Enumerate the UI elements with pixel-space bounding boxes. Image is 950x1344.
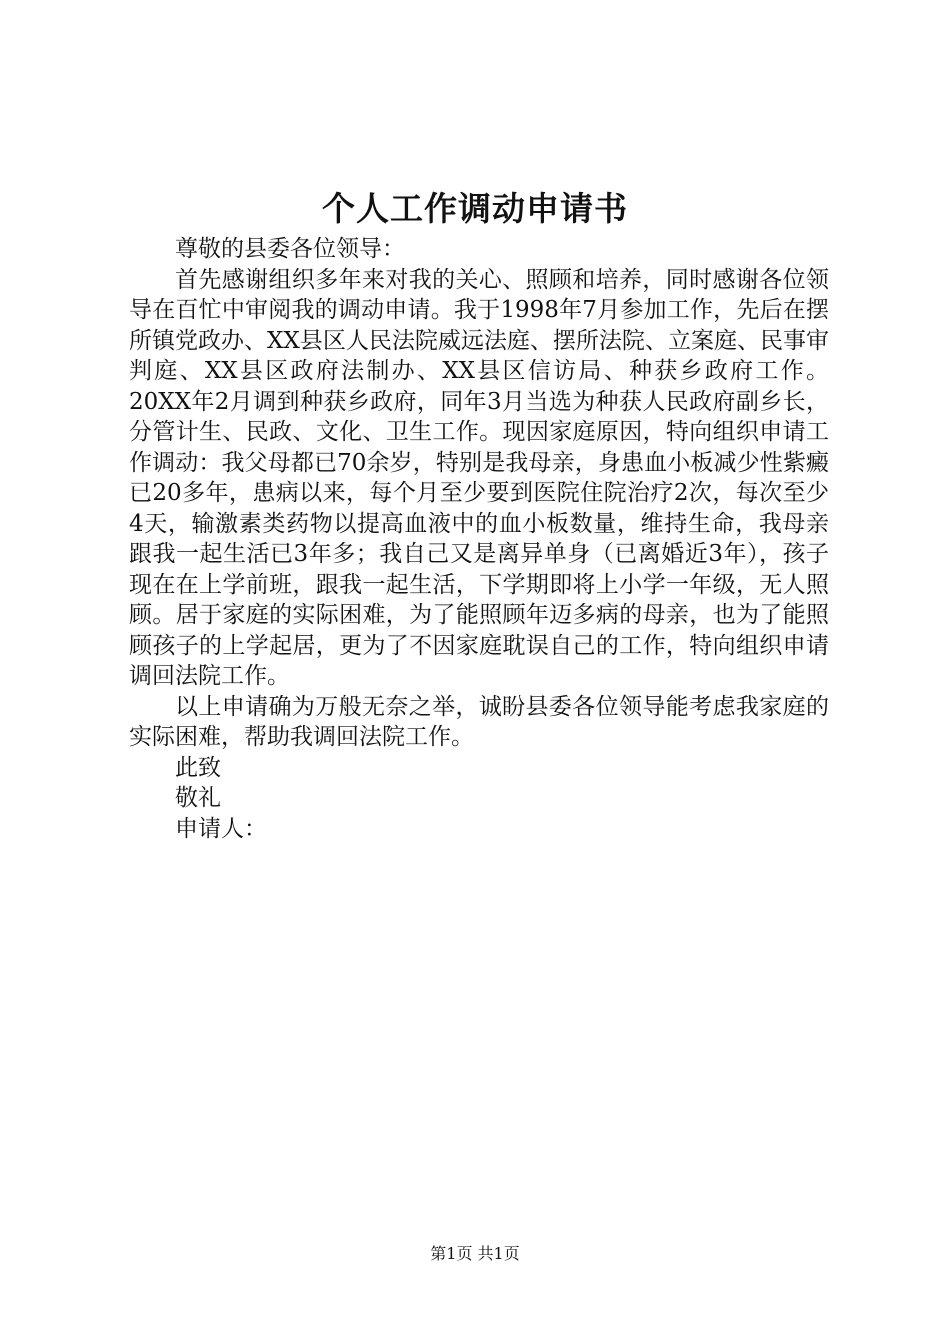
salutation: 尊敬的县委各位领导： <box>175 236 405 262</box>
document-body <box>129 234 829 844</box>
paragraph-2: 以上申请确为万般无奈之举，诚盼县委各位领导能考虑我家庭的实际困难，帮助我调回法院工作。 <box>129 693 829 750</box>
document-title: 个人工作调动申请书 <box>322 189 628 228</box>
signature-line: 申请人： <box>175 815 267 842</box>
paragraph-1: 首先感谢组织多年来对我的关心、照顾和培养，同时感谢各位领导在百忙中审阅我的调动申请。我于1998年7月参加工作，先后在摆所镇党政办、XX县区人民法院威远法庭、摆所法院、立案庭、民事审判庭、XX县区政府法制办、XX县区信访局、种获乡政府工作。20XX年2月调到种获乡政府，同年3月当选为种获人民政府副乡长，分管计生、民政、文化、卫生工作。现因家庭原因，特向组织申请工作调动：我父母都已70余岁，特别是我母亲，身患血小板减少性紫癜已20多年，患病以来，每个月至少要到医院住院治疗2次，每次至少4天，输激素类药物以提高血液中的血小板数量，维持生命，我母亲跟我一起生活已3年多；我自己又是离异单身（已离婚近3年），孩子现在在上学前班，跟我一起生活，下学期即将上小学一年级，无人照顾。居于家庭的实际困难，为了能照顾年迈多病的母亲，也为了能照顾孩子的上学起居，更为了不因家庭耽误自己的工作，特向组织申请调回法院工作。 <box>129 266 829 689</box>
closing-regards: 此致 <box>175 754 221 781</box>
closing-salute: 敬礼 <box>175 785 221 811</box>
page-number: 第1页 共1页 <box>430 1244 520 1263</box>
